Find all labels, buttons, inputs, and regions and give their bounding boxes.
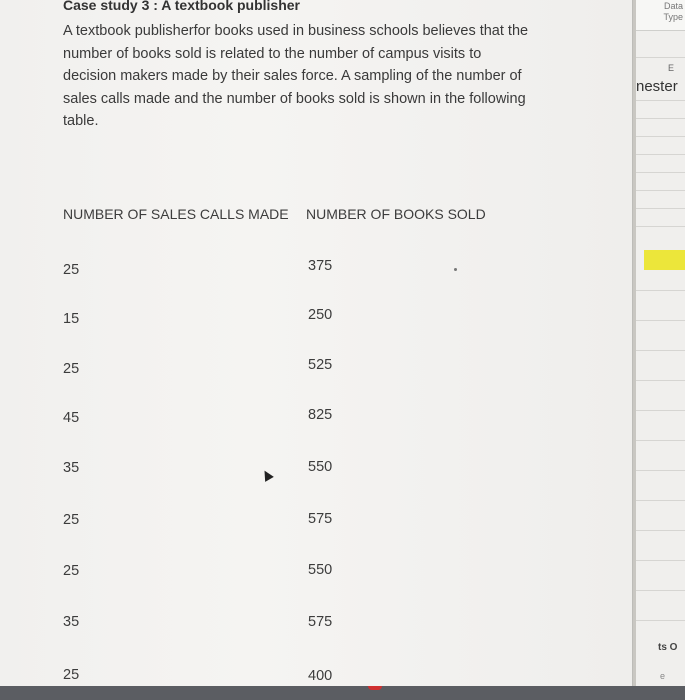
bottom-bar (0, 686, 685, 700)
cell-books-sold: 825 (308, 407, 333, 423)
side-data-label: Data (663, 1, 683, 11)
intro-paragraph (63, 20, 553, 133)
cell-books-sold: 400 (308, 668, 333, 684)
cell-sales-calls: 25 (63, 512, 80, 528)
paragraph-line: sales calls made and the number of books sold is shown in the following (63, 90, 526, 107)
side-e2-label: e (660, 671, 666, 681)
mouse-cursor-icon (260, 468, 274, 482)
side-header (636, 0, 685, 31)
cell-sales-calls: 25 (63, 667, 80, 683)
paragraph-line: number of books sold is related to the number of campus visits to (63, 45, 482, 62)
side-panel (636, 0, 685, 700)
cell-books-sold: 550 (308, 459, 333, 475)
cell-sales-calls: 25 (63, 262, 80, 278)
header-books-sold: NUMBER OF BOOKS SOLD (306, 206, 486, 222)
side-tso-label: ts O (658, 642, 678, 653)
side-type-label: Type (663, 12, 683, 22)
paragraph-line: decision makers made by their sales force. A sampling of the number of (63, 68, 522, 84)
cell-sales-calls: 35 (63, 614, 80, 630)
cell-books-sold: 575 (308, 614, 333, 630)
cell-books-sold: 375 (308, 258, 333, 274)
cell-books-sold: 550 (308, 562, 333, 578)
case-study-title: Case study 3 : A textbook publisher (63, 0, 301, 13)
cell-sales-calls: 15 (63, 311, 80, 327)
cell-books-sold: 575 (308, 511, 333, 527)
header-sales-calls: NUMBER OF SALES CALLS MADE (63, 206, 289, 222)
side-e-label: E (668, 63, 675, 73)
cell-sales-calls: 45 (63, 410, 80, 426)
speck (454, 268, 457, 271)
highlighted-cell (644, 250, 685, 270)
cell-books-sold: 250 (308, 307, 333, 323)
paragraph-line: table. (63, 113, 99, 129)
side-nester-label: nester (636, 78, 678, 95)
paragraph-line: A textbook publisherfor books used in business schools believes that the (63, 23, 529, 39)
cell-sales-calls: 25 (63, 361, 80, 377)
cell-sales-calls: 25 (63, 563, 80, 579)
cell-books-sold: 525 (308, 357, 333, 373)
cell-sales-calls: 35 (63, 460, 80, 476)
